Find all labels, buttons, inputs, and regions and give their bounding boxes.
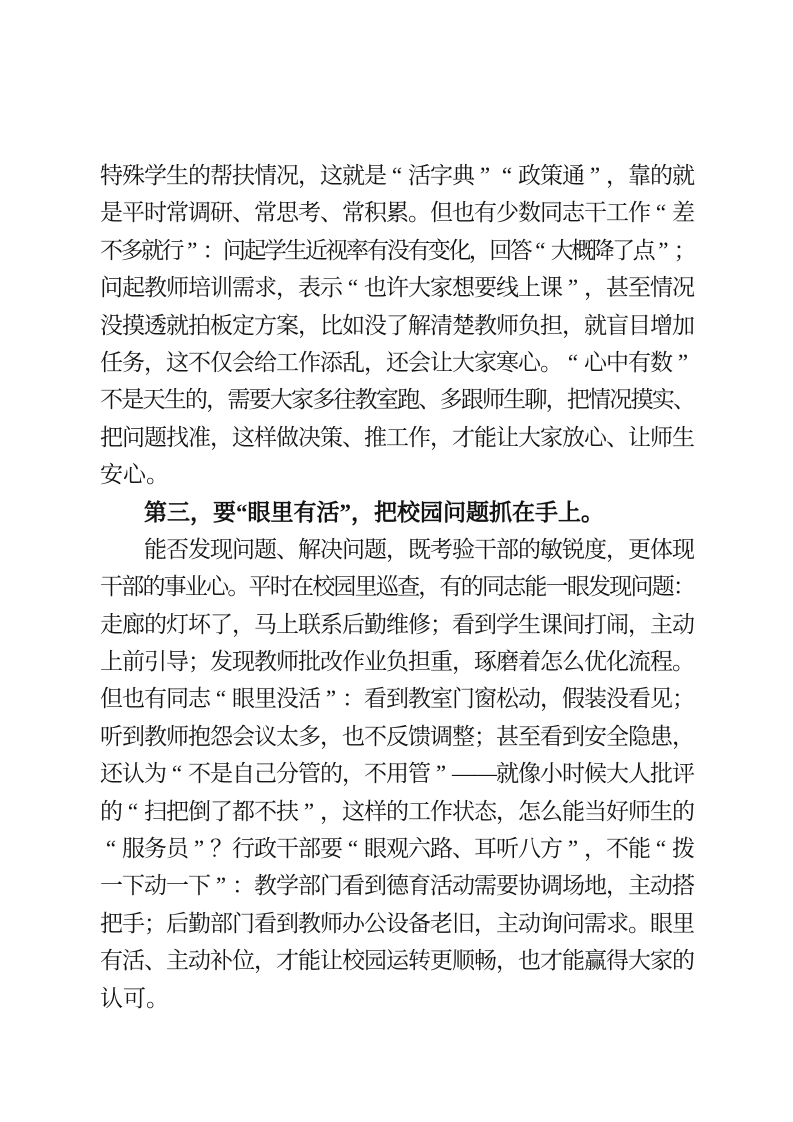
heading-line: 第三，要“眼里有活”，把校园问题抓在手上。	[144, 499, 604, 525]
paragraph-line: 任 务 ， 这 不 仅 会 给 工 作 添 乱 ， 还 会 让 大 家 寒 心 。 “ 心 中 有 数 ”	[100, 349, 689, 375]
paragraph-line: 上 前 引 导 ； 发 现 教 师 批 改 作 业 负 担 重 ， 琢 磨 着 怎 么 优 化 流 程 。	[100, 649, 695, 675]
paragraph-line: 特 殊 学 生 的 帮 扶 情 况 ， 这 就 是 “ 活 字 典 ” “ 政 策 通 ” ， 靠 的 就	[100, 163, 695, 188]
paragraph-line: 认可。	[100, 985, 169, 1011]
paragraph-line: 能 否 发 现 问 题 、 解 决 问 题 ， 既 考 验 干 部 的 敏 锐 度 ， 更 体 现	[144, 536, 695, 562]
paragraph-line: 不 多 就 行 ” ： 问 起 学 生 近 视 率 有 没 有 变 化 ， 回 答 “ 大 概 降 了 点 ” ；	[100, 237, 697, 263]
document-body	[100, 157, 697, 1017]
paragraph-line: 的 “ 扫 把 倒 了 都 不 扶 ” ， 这 样 的 工 作 状 态 ， 怎 么 能 当 好 师 生 的	[100, 798, 695, 824]
paragraph-line: 问 起 教 师 培 训 需 求 ， 表 示 “ 也 许 大 家 想 要 线 上 课 ” ， 甚 至 情 况	[100, 275, 695, 301]
paragraph-line: 把 手 ； 后 勤 部 门 看 到 教 师 办 公 设 备 老 旧 ， 主 动 询 问 需 求 。 眼 里	[100, 910, 695, 936]
paragraph-line: 一 下 动 一 下 ” ： 教 学 部 门 看 到 德 育 活 动 需 要 协 调 场 地 ， 主 动 搭	[100, 873, 695, 899]
paragraph-eyes-on-work	[100, 531, 694, 1017]
paragraph-line: 不 是 天 生 的 ， 需 要 大 家 多 往 教 室 跑 、 多 跟 师 生 聊 ， 把 情 况 摸 实 、	[100, 387, 696, 413]
paragraph-line: 走 廊 的 灯 坏 了 ， 马 上 联 系 后 勤 维 修 ； 看 到 学 生 课 间 打 闹 ， 主 动	[100, 611, 695, 637]
paragraph-line: 有 活 、 主 动 补 位 ， 才 能 让 校 园 运 转 更 顺 畅 ， 也 才 能 赢 得 大 家 的	[100, 948, 695, 974]
paragraph-line: 把 问 题 找 准 ， 这 样 做 决 策 、 推 工 作 ， 才 能 让 大 家 放 心 、 让 师 生	[100, 424, 695, 450]
paragraph-line: 但 也 有 同 志 “ 眼 里 没 活 ” ： 看 到 教 室 门 窗 松 动 ， 假 装 没 看 见 ；	[100, 686, 695, 712]
paragraph-line: 是 平 时 常 调 研 、 常 思 考 、 常 积 累 。 但 也 有 少 数 同 志 干 工 作 “ 差	[100, 200, 695, 226]
paragraph-line: 干 部 的 事 业 心 。 平 时 在 校 园 里 巡 查 ， 有 的 同 志 能 一 眼 发 现 问 题 ：	[100, 574, 696, 600]
paragraph-line: 没 摸 透 就 拍 板 定 方 案 ， 比 如 没 了 解 清 楚 教 师 负 担 ， 就 盲 目 增 加	[100, 312, 695, 338]
paragraph-line: “ 服 务 员 ” ？ 行 政 干 部 要 “ 眼 观 六 路 、 耳 听 八 方 ” ， 不 能 “ 拨	[105, 836, 695, 862]
paragraph-line: 安心。	[100, 462, 169, 488]
paragraph-line: 听 到 教 师 抱 怨 会 议 太 多 ， 也 不 反 馈 调 整 ； 甚 至 看 到 安 全 隐 患 ，	[100, 723, 695, 749]
heading-third-point	[100, 494, 694, 531]
paragraph-continued	[100, 157, 697, 494]
paragraph-line: 还 认 为 “ 不 是 自 己 分 管 的 ， 不 用 管 ” — — 就 像 小 时 候 大 人 批 评	[100, 761, 695, 787]
